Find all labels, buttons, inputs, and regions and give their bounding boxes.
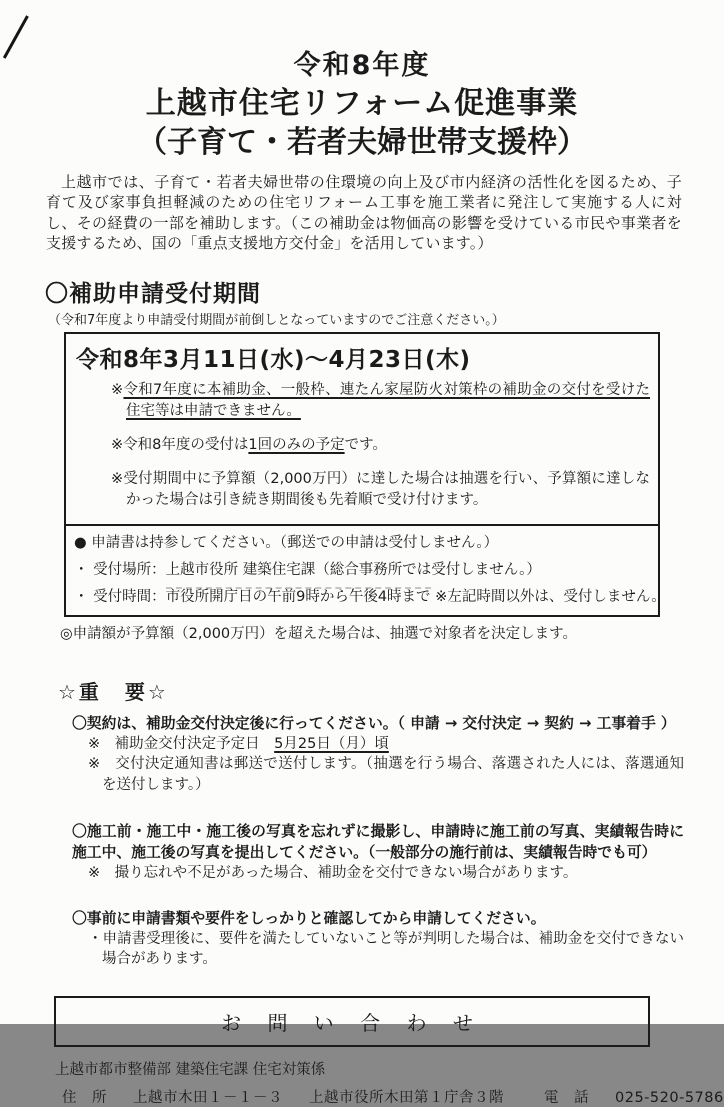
requirements-failure-note: ・申請書受理後に、要件を満たしていないこと等が判明した場合は、補助金を交付できない場合があります。 [88, 930, 684, 968]
check-requirements-title: 〇事前に申請書類や要件をしっかりと確認してから申請してください。 [72, 909, 546, 927]
grant-decision-date-label: ※ 補助金交付決定予定日 [88, 735, 275, 752]
period-note-3: ※受付期間中に予算額（2,000万円）に達した場合は抽選を行い、予算額に達しなかった場合は引き続き期間後も先着順で受け付けます。 [111, 470, 650, 508]
period-note-1 [74, 380, 650, 422]
contact-box-title: お 問 い 合 わ せ [54, 996, 650, 1047]
document-title [0, 0, 724, 163]
grant-decision-date-value: 5月25日（月）頃 [274, 735, 389, 752]
contact-department: 上越市都市整備部 建築住宅課 住宅対策係 [55, 1061, 326, 1078]
reception-time [74, 584, 666, 611]
application-period-box [64, 332, 666, 617]
address-label: 住 所 [62, 1089, 107, 1106]
phone-number: 025-520-5786 [615, 1089, 724, 1106]
note-2-underlined-text: 1回のみの予定 [248, 436, 345, 453]
intro-paragraph: 上越市では、子育て・若者夫婦世帯の住環境の向上及び市内経済の活性化を図るため、子育て及び家事負担軽減のための住宅リフォーム工事を施工業者に発注して実施する人に対し、その経費の一部を補助します。（この補助金は物価高の影響を受けている市民や事業者を支援するため、国の「重点支援地方交付金」を活用しています。） [46, 172, 682, 253]
reception-place: ・ 受付場所：上越市役所 建築住宅課（総合事務所では受付しません。） [74, 561, 541, 578]
title-program-name: 上越市住宅リフォーム促進事業 [145, 85, 579, 121]
over-budget-lottery-note: ◎申請額が予算額（2,000万円）を超えた場合は、抽選で対象者を決定します。 [60, 625, 577, 642]
important-item-contract [72, 713, 684, 796]
reception-time-restriction: ※左記時間以外は、受付しません。 [430, 588, 666, 605]
contract-rule-title: 〇契約は、補助金交付決定後に行ってください。（ 申請 → 交付決定 → 契約 → 工事着手 ） [72, 714, 676, 732]
photo-missing-note: ※ 撮り忘れや不足があった場合、補助金を交付できない場合があります。 [88, 865, 578, 882]
application-period-caution: （令和7年度より申請受付期間が前倒しとなっていますのでご注意ください。） [48, 312, 505, 328]
note-2-suffix: です。 [344, 436, 387, 453]
note-1-underlined-text: 令和7年度に本補助金、一般枠、連たん家屋防火対策枠の補助金の交付を受けた住宅等は申請できません。 [123, 381, 650, 419]
reception-time-value: 市役所開庁日の午前9時から午後4時まで [165, 588, 431, 605]
period-note-2 [74, 435, 650, 456]
contact-address-phone [62, 1086, 724, 1107]
important-item-photos [72, 821, 684, 884]
title-fiscal-year: 令和8年度 [293, 50, 431, 81]
reception-details [66, 524, 666, 615]
important-item-check-requirements [72, 908, 684, 970]
reception-time-label: ・ 受付時間： [74, 588, 166, 605]
phone-label: 電 話 [544, 1089, 589, 1106]
bring-application-note: ● 申請書は持参してください。（郵送での申請は受付しません。） [74, 534, 499, 551]
important-section-heading: ☆重 要☆ [58, 679, 169, 704]
title-program-subcategory: （子育て・若者夫婦世帯支援枠） [137, 125, 587, 161]
notification-mail-note: ※ 交付決定通知書は郵送で送付します。（抽選を行う場合、落選された人には、落選通知を送付します。） [88, 756, 684, 793]
application-period-heading: 〇補助申請受付期間 [45, 280, 261, 307]
application-date-range: 令和8年3月11日(水)～4月23日(木) [76, 346, 471, 373]
grant-decision-date-note [88, 734, 684, 755]
address-building-value: 上越市役所木田第１庁舎３階 [309, 1089, 504, 1106]
address-value: 上越市木田１－１－３ [133, 1089, 283, 1106]
note-asterisk: ※ [111, 381, 124, 398]
photo-rule-title: 〇施工前・施工中・施工後の写真を忘れずに撮影し、申請時に施工前の写真、実績報告時に施工中、施工後の写真を提出してください。（一般部分の施行前は、実績報告時でも可） [72, 823, 684, 862]
note-2-prefix: ※令和8年度の受付は [111, 436, 249, 453]
